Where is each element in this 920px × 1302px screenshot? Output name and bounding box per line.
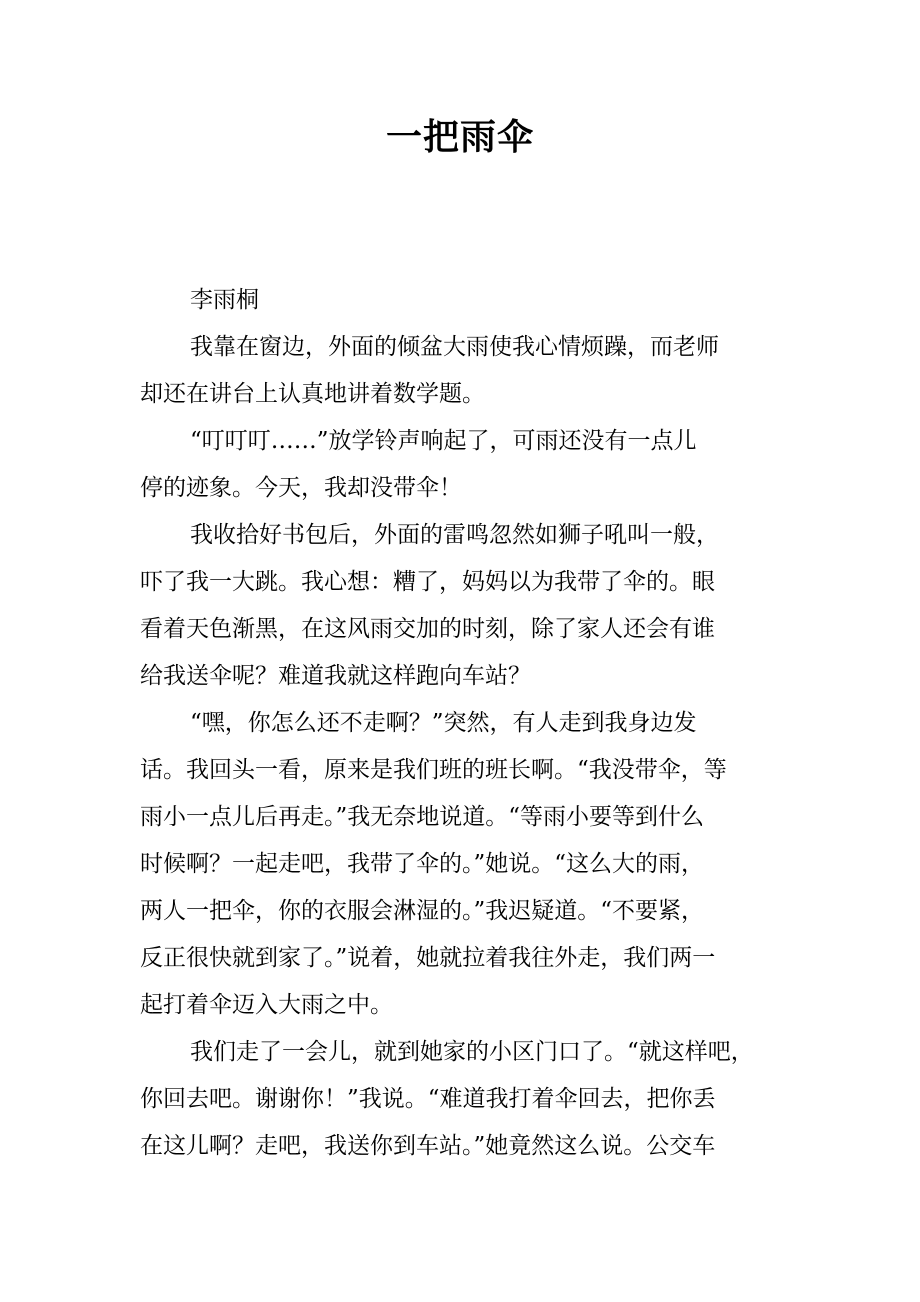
body-line: 吓了我一大跳。我心想：糟了，妈妈以为我带了伞的。眼	[140, 569, 715, 595]
body-line: “叮叮叮……”放学铃声响起了，可雨还没有一点儿	[190, 428, 697, 454]
body-line: 反正很快就到家了。”说着，她就拉着我往外走，我们两一	[140, 945, 716, 971]
body-line: 我收拾好书包后，外面的雷鸣忽然如狮子吼叫一般，	[190, 522, 719, 548]
document-body	[140, 277, 790, 1170]
author-name: 李雨桐	[190, 287, 259, 313]
body-line: 两人一把伞，你的衣服会淋湿的。”我迟疑道。“不要紧，	[140, 898, 705, 924]
body-line: 你回去吧。谢谢你！”我说。“难道我打着伞回去，把你丢	[140, 1086, 716, 1112]
body-line: 我们走了一会儿，就到她家的小区门口了。“就这样吧，	[190, 1039, 754, 1065]
body-line: 却还在讲台上认真地讲着数学题。	[140, 381, 485, 407]
body-line: 起打着伞迈入大雨之中。	[140, 992, 393, 1018]
body-line: 时候啊？一起走吧，我带了伞的。”她说。“这么大的雨，	[140, 851, 705, 877]
body-line: 我靠在窗边，外面的倾盆大雨使我心情烦躁，而老师	[190, 334, 719, 360]
body-line: 看着天色渐黑，在这风雨交加的时刻，除了家人还会有谁	[140, 616, 715, 642]
body-line: 话。我回头一看，原来是我们班的班长啊。“我没带伞，等	[140, 757, 727, 783]
body-line: 在这儿啊？走吧，我送你到车站。”她竟然这么说。公交车	[140, 1133, 716, 1159]
document-title: 一把雨伞	[385, 116, 534, 158]
body-line: 雨小一点儿后再走。”我无奈地说道。“等雨小要等到什么	[140, 804, 705, 830]
body-line: “嘿，你怎么还不走啊？”突然，有人走到我身边发	[190, 710, 697, 736]
body-line: 给我送伞呢？难道我就这样跑向车站？	[140, 663, 531, 689]
body-line: 停的迹象。今天，我却没带伞！	[140, 475, 462, 501]
